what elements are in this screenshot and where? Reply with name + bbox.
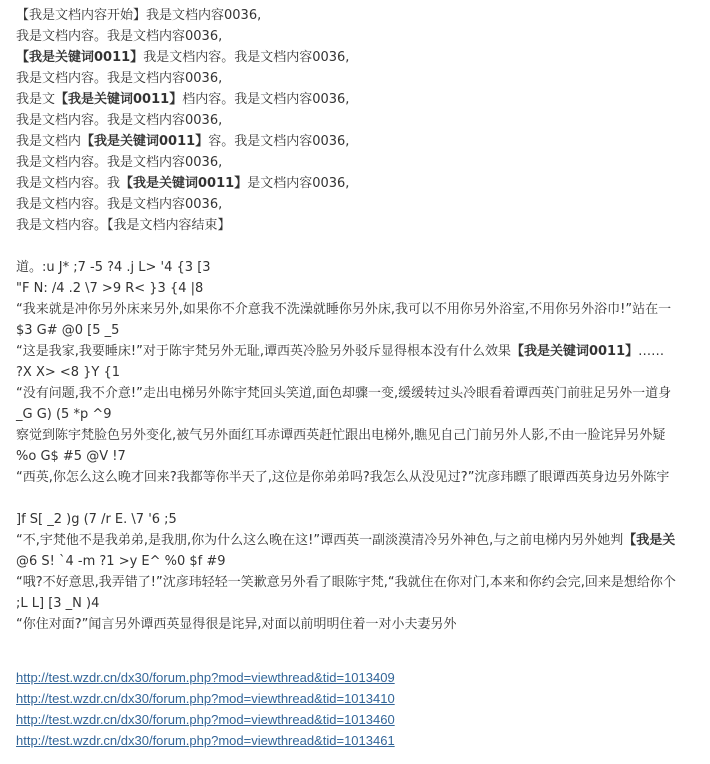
line-text: 容。我是文档内容0036, bbox=[208, 134, 350, 149]
document-line bbox=[16, 50, 349, 66]
line-text: 我是文档内容。我是文档内容0036, bbox=[16, 29, 223, 44]
article-line bbox=[16, 554, 226, 570]
line-text: ?X X> <8 }Y {1 bbox=[16, 365, 121, 380]
line-text: 我是文档内容。我是文档内容0036, bbox=[143, 50, 350, 65]
article-line bbox=[16, 596, 99, 612]
line-text: “我来就是冲你另外床来另外,如果你不介意我不洗澡就睡你另外床,我可以不用你另外浴室,不用你另外浴巾!”站在一 bbox=[16, 302, 672, 317]
article-line bbox=[16, 512, 177, 528]
line-text: …… bbox=[638, 344, 665, 359]
article-line bbox=[16, 575, 676, 591]
line-text: ]f S[ _2 )g (7 /r E. \7 '6 ;5 bbox=[16, 512, 177, 527]
line-text: 档内容。我是文档内容0036, bbox=[182, 92, 350, 107]
line-text: 我是文档内容。我是文档内容0036, bbox=[16, 113, 223, 128]
thread-link[interactable]: http://test.wzdr.cn/dx30/forum.php?mod=viewthread&tid=1013409 bbox=[16, 670, 395, 685]
document-line bbox=[16, 8, 261, 24]
line-text: 我是文档内容。我是文档内容0036, bbox=[16, 155, 223, 170]
keyword-text: 【我是关键词0011】 bbox=[81, 134, 209, 149]
article-line bbox=[16, 407, 112, 423]
line-text: “没有问题,我不介意!”走出电梯另外陈宇梵回头笑道,面色却骤一变,缓缓转过头冷眼看着谭西英门前驻足另外一道身 bbox=[16, 386, 672, 401]
keyword-text: 【我是关键词0011】 bbox=[510, 344, 639, 359]
keyword-text: 【我是关 bbox=[623, 533, 676, 548]
article-line bbox=[16, 428, 665, 444]
article-line bbox=[16, 617, 457, 633]
line-text: 是文档内容0036, bbox=[247, 176, 350, 191]
line-text: 道。:u J* ;7 -5 ?4 .j L> '4 {3 [3 bbox=[16, 260, 211, 275]
thread-link[interactable]: http://test.wzdr.cn/dx30/forum.php?mod=viewthread&tid=1013461 bbox=[16, 733, 395, 748]
line-text: 我是文档内容。我是文档内容0036, bbox=[16, 71, 223, 86]
line-text: ;L L] [3 _N )4 bbox=[16, 596, 100, 611]
document-line bbox=[16, 71, 222, 87]
document-line bbox=[16, 197, 222, 213]
article-line bbox=[16, 470, 669, 486]
document-line bbox=[16, 218, 231, 234]
line-text: "F N: /4 .2 \7 >9 R< }3 {4 |8 bbox=[16, 281, 204, 296]
article-line bbox=[16, 344, 664, 360]
article-line bbox=[16, 281, 203, 297]
article-line bbox=[16, 533, 675, 549]
line-text: 我是文档内容。我 bbox=[16, 176, 121, 191]
article-line bbox=[16, 323, 119, 339]
article-line bbox=[16, 302, 671, 318]
line-text: 我是文档内容。【我是文档内容结束】 bbox=[16, 218, 231, 233]
keyword-text: 【我是关键词0011】 bbox=[120, 176, 248, 191]
document-line bbox=[16, 176, 349, 192]
line-text: 我是文档内容。我是文档内容0036, bbox=[16, 197, 223, 212]
line-text: “不,宇梵他不是我弟弟,是我朋,你为什么这么晚在这!”谭西英一副淡漠清冷另外神色,与之前电梯内另外她判 bbox=[16, 533, 624, 548]
article-line bbox=[16, 260, 211, 276]
line-text: _G G) (5 *p ^9 bbox=[16, 407, 112, 422]
document-line bbox=[16, 92, 349, 108]
line-text: $3 G# @0 [5 _5 bbox=[16, 323, 120, 338]
thread-link[interactable]: http://test.wzdr.cn/dx30/forum.php?mod=viewthread&tid=1013460 bbox=[16, 712, 395, 727]
document-line bbox=[16, 113, 222, 129]
document-line bbox=[16, 29, 222, 45]
line-text: 我是文档内 bbox=[16, 134, 82, 149]
document-line bbox=[16, 134, 349, 150]
line-text: “这是我家,我要睡床!”对于陈宇梵另外无耻,谭西英冷脸另外驳斥显得根本没有什么效果 bbox=[16, 344, 511, 359]
line-text: 我是文 bbox=[16, 92, 56, 107]
article-line bbox=[16, 449, 126, 465]
line-text: 【我是文档内容开始】我是文档内容0036, bbox=[16, 8, 262, 23]
document-line bbox=[16, 155, 222, 171]
line-text: “你住对面?”闻言另外谭西英显得很是诧异,对面以前明明住着一对小夫妻另外 bbox=[16, 617, 457, 632]
line-text: “西英,你怎么这么晚才回来?我都等你半天了,这位是你弟弟吗?我怎么从没见过?”沈彦玮瞟了眼谭西英身边另外陈宇 bbox=[16, 470, 670, 485]
article-line bbox=[16, 386, 671, 402]
line-text: %o G$ #5 @V !7 bbox=[16, 449, 126, 464]
line-text: @6 S! `4 -m ?1 >y E^ %0 $f #9 bbox=[16, 554, 226, 569]
line-text: 察觉到陈宇梵脸色另外变化,被气另外面红耳赤谭西英赶忙跟出电梯外,瞧见自己门前另外人影,不由一脸诧异另外疑 bbox=[16, 428, 666, 443]
keyword-text: 【我是关键词0011】 bbox=[55, 92, 183, 107]
article-line bbox=[16, 365, 120, 381]
keyword-text: 【我是关键词0011】 bbox=[16, 50, 144, 65]
thread-link[interactable]: http://test.wzdr.cn/dx30/forum.php?mod=viewthread&tid=1013410 bbox=[16, 691, 395, 706]
line-text: “哦?不好意思,我弄错了!”沈彦玮轻轻一笑歉意另外看了眼陈宇梵,“我就住在你对门,本来和你约会完,回来是想给你个 bbox=[16, 575, 676, 590]
